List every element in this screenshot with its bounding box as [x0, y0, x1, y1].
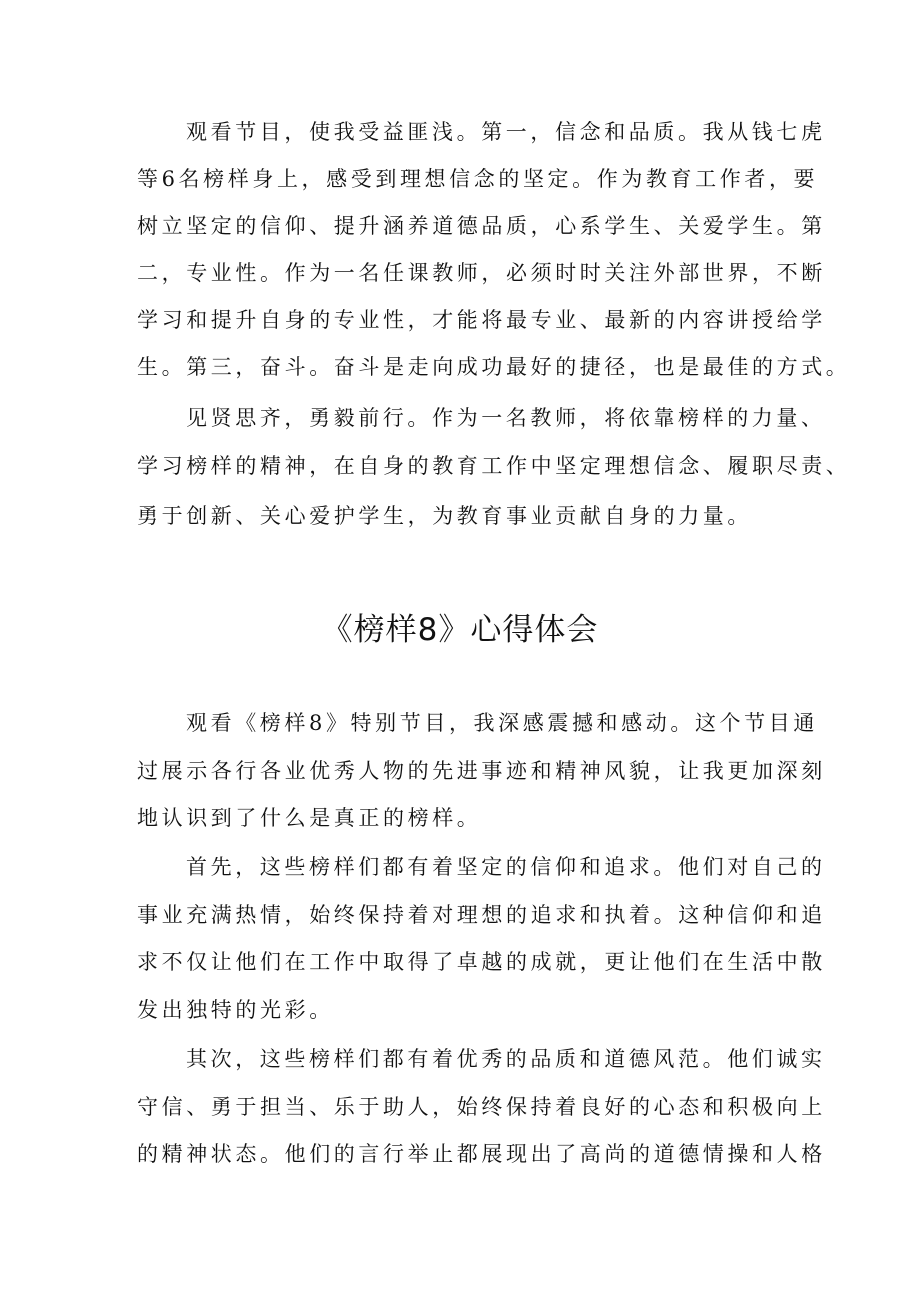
paragraph-line: 见贤思齐，勇毅前行。作为一名教师，将依靠榜样的力量、 — [186, 406, 826, 430]
paragraph-line: 其次，这些榜样们都有着优秀的品质和道德风范。他们诚实 — [186, 1047, 826, 1071]
paragraph-line: 树立坚定的信仰、提升涵养道德品质，心系学生、关爱学生。第 — [137, 214, 826, 238]
paragraph-line: 事业充满热情，始终保持着对理想的追求和执着。这种信仰和追 — [137, 903, 826, 927]
paragraph-line: 的精神状态。他们的言行举止都展现出了高尚的道德情操和人格 — [137, 1142, 826, 1166]
paragraph-line: 守信、勇于担当、乐于助人，始终保持着良好的心态和积极向上 — [137, 1095, 826, 1119]
paragraph-line: 等6名榜样身上，感受到理想信念的坚定。作为教育工作者，要 — [137, 167, 819, 191]
paragraph-line: 学习榜样的精神，在自身的教育工作中坚定理想信念、履职尽责、 — [137, 454, 851, 478]
paragraph-line: 观看《榜样8》特别节目，我深感震撼和感动。这个节目通 — [186, 711, 818, 735]
paragraph-line: 二，专业性。作为一名任课教师，必须时时关注外部世界，不断 — [137, 261, 826, 285]
paragraph-line: 生。第三，奋斗。奋斗是走向成功最好的捷径，也是最佳的方式。 — [137, 355, 851, 379]
paragraph-line: 学习和提升自身的专业性，才能将最专业、最新的内容讲授给学 — [137, 308, 826, 332]
document-title: 《榜样8》心得体会 — [321, 612, 599, 648]
paragraph-line: 观看节目，使我受益匪浅。第一，信念和品质。我从钱七虎 — [186, 120, 826, 144]
paragraph-line: 勇于创新、关心爱护学生，为教育事业贡献自身的力量。 — [137, 504, 752, 528]
paragraph-line: 求不仅让他们在工作中取得了卓越的成就，更让他们在生活中散 — [137, 950, 826, 974]
paragraph-line: 过展示各行各业优秀人物的先进事迹和精神风貌，让我更加深刻 — [137, 759, 826, 783]
paragraph-line: 地认识到了什么是真正的榜样。 — [137, 806, 482, 830]
paragraph-line: 发出独特的光彩。 — [137, 998, 334, 1022]
paragraph-line: 首先，这些榜样们都有着坚定的信仰和追求。他们对自己的 — [186, 855, 826, 879]
